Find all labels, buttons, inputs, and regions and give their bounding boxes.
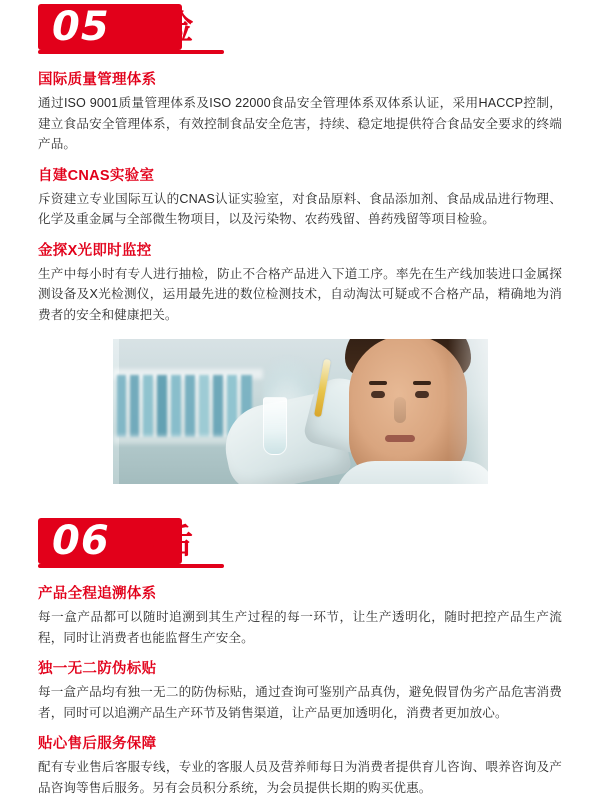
block-heading: 国际质量管理体系 <box>38 72 157 88</box>
content-block <box>38 734 562 798</box>
section-underline <box>38 50 224 54</box>
block-heading: 贴心售后服务保障 <box>38 736 157 752</box>
photo-light-glare <box>448 339 488 484</box>
section-spacer <box>38 484 562 514</box>
section-banner-05 <box>38 0 562 54</box>
block-text: 生产中每小时有专人进行抽检，防止不合格产品进入下道工序。率先在生产线加装进口金属探测设备及X光检测仪，运用最先进的数位检测技术，自动淘汰可疑或不合格产品，精确地为消费者的安全和健康把关。 <box>38 266 562 322</box>
photo-container <box>38 339 562 484</box>
photo-eyebrow-left <box>369 381 387 385</box>
section-underline <box>38 564 224 568</box>
section-title: 质检 <box>124 9 194 47</box>
content-block <box>38 241 562 326</box>
photo-nose <box>394 397 406 423</box>
section-number: 05 <box>52 4 110 50</box>
content-block <box>38 584 562 648</box>
content-block <box>38 659 562 723</box>
lab-technician-pipette-photo <box>113 339 488 484</box>
block-heading: 产品全程追溯体系 <box>38 586 157 602</box>
section-title: 售后 <box>124 523 194 561</box>
photo-eyebrow-right <box>413 381 431 385</box>
block-heading: 独一无二防伪标贴 <box>38 661 157 677</box>
block-text: 通过ISO 9001质量管理体系及ISO 22000食品安全管理体系双体系认证，采用HACCP控制，建立食品安全管理体系，有效控制食品安全危害，持续、稳定地提供符合食品安全要求的终端产品。 <box>38 96 562 151</box>
photo-mouth <box>385 435 415 442</box>
block-text: 配有专业售后客服专线，专业的客服人员及营养师每日为消费者提供育儿咨询、喂养咨询及产品咨询等售后服务。另有会员积分系统，为会员提供长期的购买优惠。 <box>38 760 562 795</box>
block-heading: 自建CNAS实验室 <box>38 167 155 184</box>
section-number: 06 <box>52 518 110 564</box>
content-block <box>38 166 562 230</box>
photo-shelf-lower <box>113 435 243 444</box>
section-banner-06 <box>38 514 562 568</box>
block-text: 斥资建立专业国际互认的CNAS认证实验室，对食品原料、食品添加剂、食品成品进行物理、化学及重金属与全部微生物项目，以及污染物、农药残留、兽药残留等项目检验。 <box>38 191 562 226</box>
photo-eye-left <box>371 391 385 398</box>
content-block <box>38 70 562 155</box>
photo-test-tube <box>263 397 287 455</box>
block-heading: 金探X光即时监控 <box>38 242 152 259</box>
block-text: 每一盒产品都可以随时追溯到其生产过程的每一环节，让生产透明化，随时把控产品生产流程，同时让消费者也能监督生产安全。 <box>38 610 562 645</box>
block-text: 每一盒产品均有独一无二的防伪标贴，通过查询可鉴别产品真伪，避免假冒伪劣产品危害消费者，同时可以追溯产品生产环节及销售渠道，让产品更加透明化，消费者更加放心。 <box>38 685 562 720</box>
photo-eye-right <box>415 391 429 398</box>
